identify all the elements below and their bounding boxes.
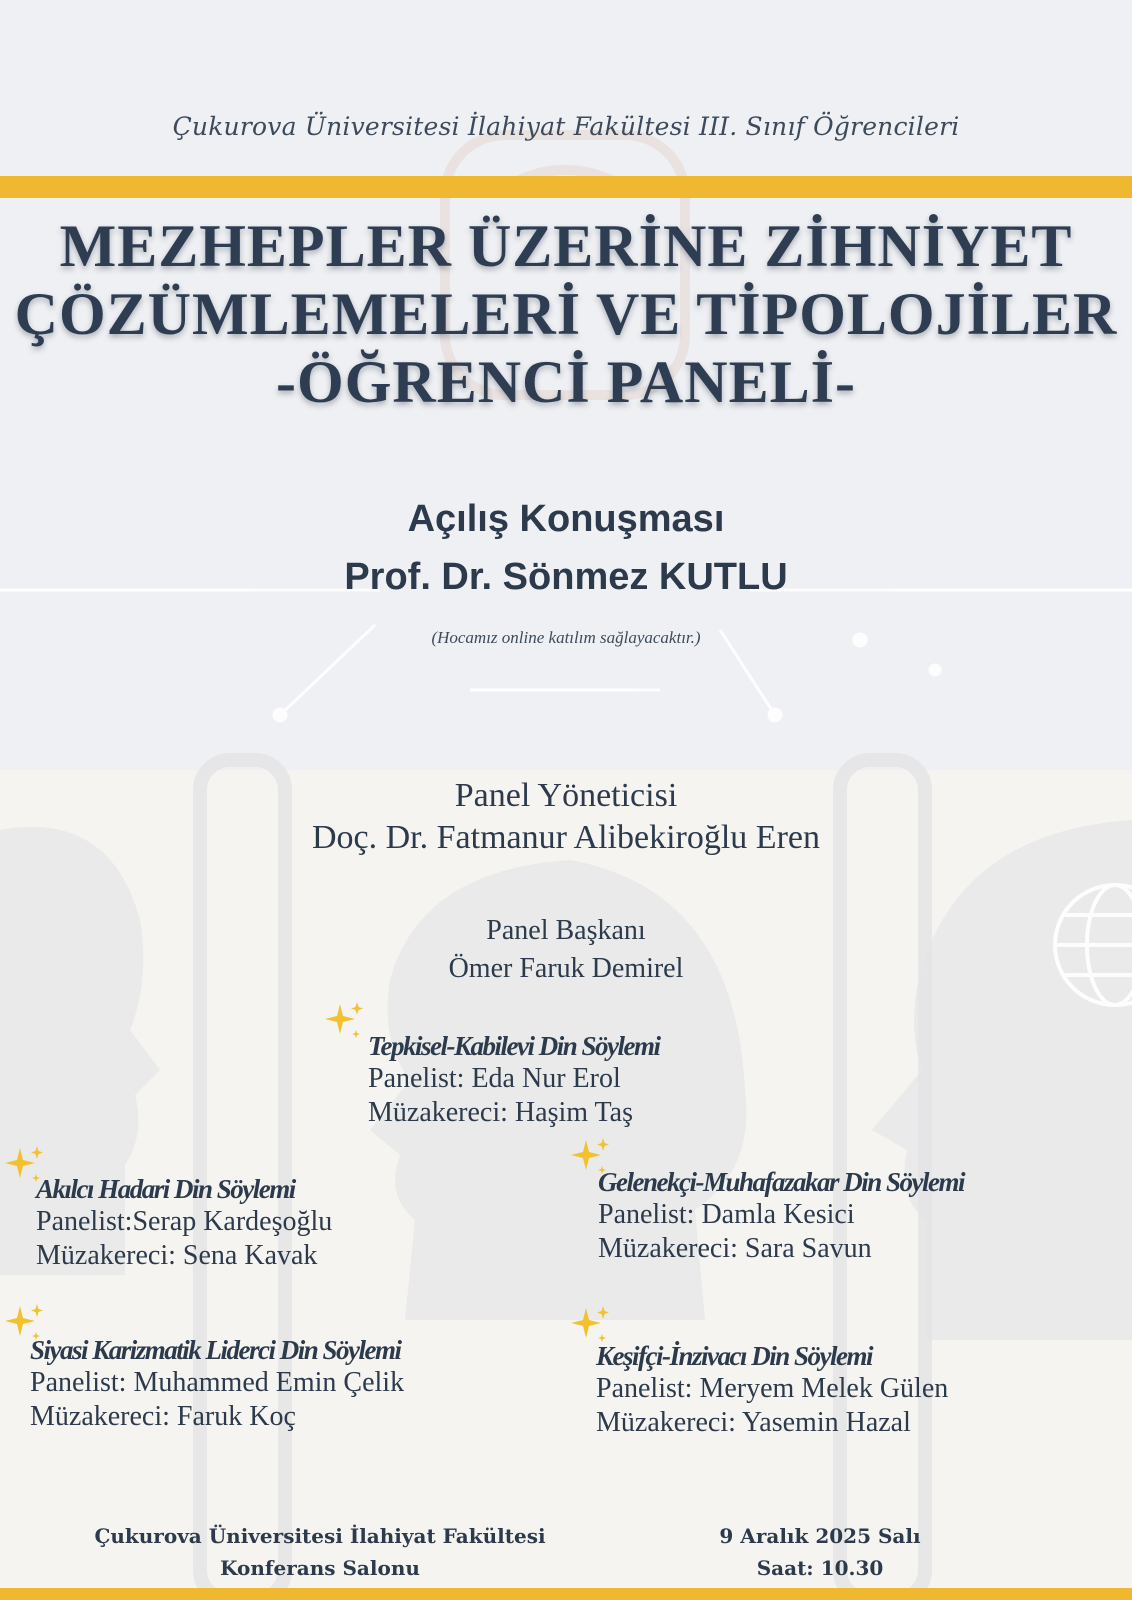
session-panelist: Panelist: Eda Nur Erol: [368, 1063, 621, 1094]
session-title: Tepkisel-Kabilevi Din Söylemi: [368, 1031, 660, 1061]
chair-name: Ömer Faruk Demirel: [448, 953, 684, 984]
sparkle-icon: [322, 1000, 366, 1044]
session-discussant: Müzakereci: Yasemin Hazal: [596, 1407, 911, 1438]
organizer-line: Çukurova Üniversitesi İlahiyat Fakültesi III. Sınıf Öğrencileri: [172, 112, 960, 141]
venue-line-2: Konferans Salonu: [220, 1556, 420, 1580]
session-5: [596, 1340, 1096, 1440]
moderator-label: Panel Yöneticisi: [454, 777, 678, 814]
session-title: Akılcı Hadari Din Söylemi: [36, 1174, 295, 1204]
venue: [20, 1520, 620, 1584]
session-3: [598, 1166, 1118, 1266]
session-discussant: Müzakereci: Sena Kavak: [36, 1240, 318, 1271]
venue-line-1: Çukurova Üniversitesi İlahiyat Fakültesi: [94, 1524, 546, 1548]
moderator-name: Doç. Dr. Fatmanur Alibekiroğlu Eren: [311, 819, 820, 856]
session-discussant: Müzakereci: Faruk Koç: [30, 1401, 296, 1432]
title-line-3: -ÖĞRENCİ PANELİ-: [276, 349, 856, 415]
session-4: [30, 1334, 550, 1434]
online-note: (Hocamız online katılım sağlayacaktır.): [431, 628, 701, 647]
session-panelist: Panelist: Muhammed Emin Çelik: [30, 1367, 405, 1398]
opening-speech: [0, 490, 1132, 606]
session-panelist: Panelist: Meryem Melek Gülen: [596, 1373, 949, 1404]
session-title: Gelenekçi-Muhafazakar Din Söylemi: [598, 1167, 964, 1197]
session-title: Keşifçi-İnzivacı Din Söylemi: [596, 1341, 872, 1371]
bottom-gold-bar: [0, 1588, 1132, 1600]
chair-label: Panel Başkanı: [486, 915, 646, 946]
event-title: [0, 212, 1132, 416]
panel-chair: [0, 912, 1132, 988]
title-line-1: MEZHEPLER ÜZERİNE ZİHNİYET: [59, 213, 1073, 279]
top-gold-bar: [0, 176, 1132, 198]
opening-label: Açılış Konuşması: [407, 498, 725, 540]
opening-speaker: Prof. Dr. Sönmez KUTLU: [344, 556, 788, 598]
session-panelist: Panelist:Serap Kardeşoğlu: [36, 1206, 333, 1237]
session-discussant: Müzakereci: Haşim Taş: [368, 1097, 633, 1128]
session-1: [368, 1030, 828, 1130]
date-time: [660, 1520, 980, 1584]
event-date: 9 Aralık 2025 Salı: [719, 1524, 921, 1548]
session-title: Siyasi Karizmatik Liderci Din Söylemi: [30, 1335, 401, 1365]
event-time: Saat: 10.30: [756, 1556, 884, 1580]
session-discussant: Müzakereci: Sara Savun: [598, 1233, 872, 1264]
title-line-2: ÇÖZÜMLEMELERİ VE TİPOLOJİLER: [14, 281, 1118, 347]
session-panelist: Panelist: Damla Kesici: [598, 1199, 855, 1230]
panel-moderator: [0, 775, 1132, 859]
session-2: [36, 1173, 516, 1273]
